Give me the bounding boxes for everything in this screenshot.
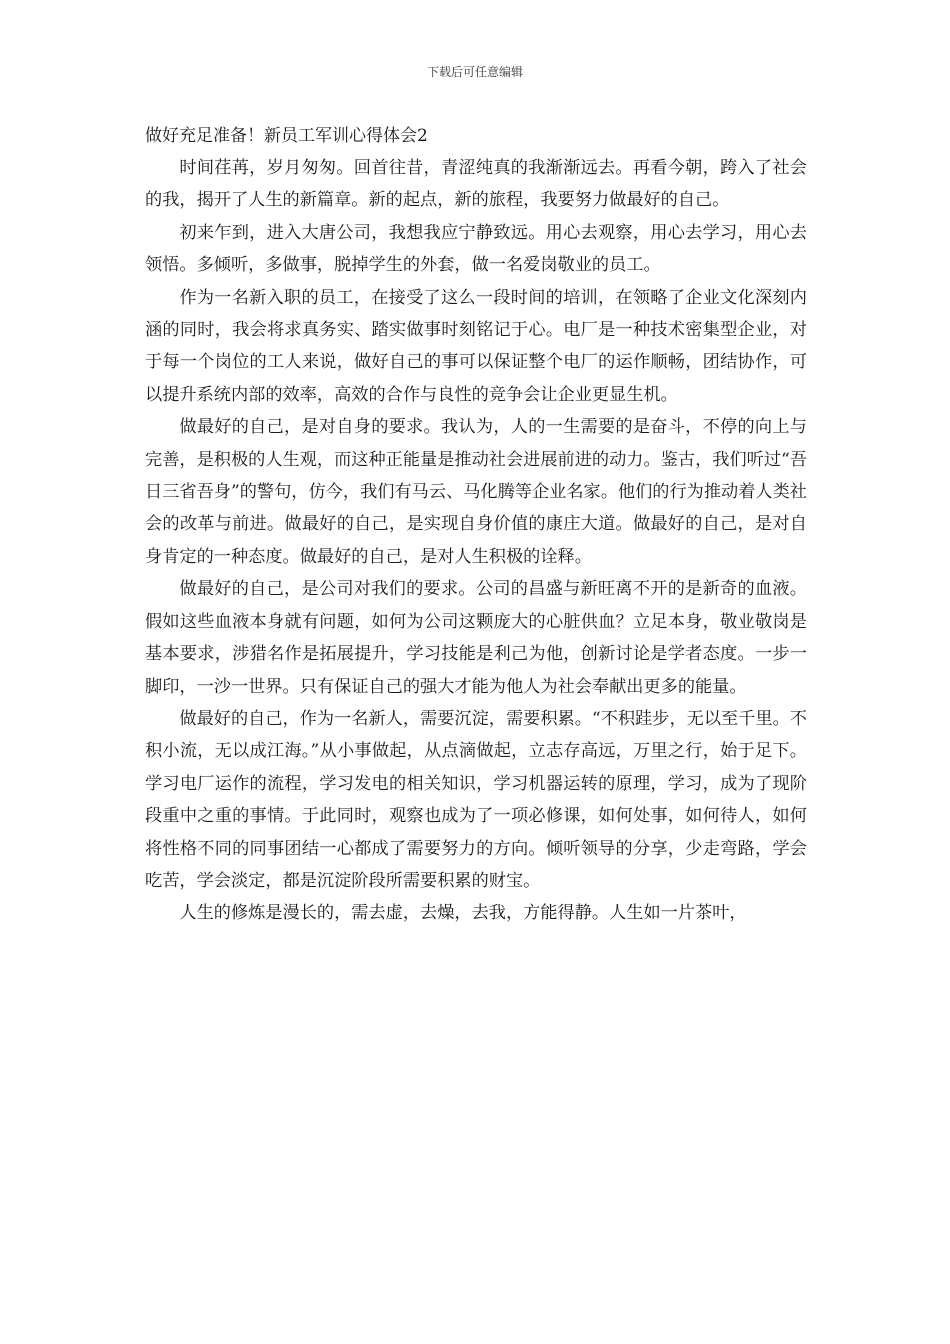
document-title: 做好充足准备！新员工军训心得体会2	[145, 126, 428, 146]
paragraph: 做最好的自己，作为一名新人，需要沉淀，需要积累。“不积跬步，无以至千里。不积小流，无以成江海。”从小事做起，从点滴做起，立志存高远，万里之行，始于足下。学习电厂运作的流程，学习发电的相关知识，学习机器运转的原理，学习，成为了现阶段重中之重的事情。于此同时，观察也成为了一项必修课，如何处事，如何待人，如何将性格不同的同事团结一心都成了需要努力的方向。倾听领导的分享，少走弯路，学会吃苦，学会淡定，都是沉淀阶段所需要积累的财宝。	[145, 708, 807, 891]
paragraph: 初来乍到，进入大唐公司，我想我应宁静致远。用心去观察，用心去学习，用心去领悟。多倾听，多做事，脱掉学生的外套，做一名爱岗敬业的员工。	[145, 222, 807, 276]
paragraph: 作为一名新入职的员工，在接受了这么一段时间的培训，在领略了企业文化深刻内涵的同时，我会将求真务实、踏实做事时刻铭记于心。电厂是一种技术密集型企业，对于每一个岗位的工人来说，做好自己的事可以保证整个电厂的运作顺畅，团结协作，可以提升系统内部的效率，高效的合作与良性的竞争会让企业更显生机。	[145, 287, 807, 405]
paragraph: 时间荏苒，岁月匆匆。回首往昔，青涩纯真的我渐渐远去。再看今朝，跨入了社会的我，揭开了人生的新篇章。新的起点，新的旅程，我要努力做最好的自己。	[145, 158, 807, 211]
page-header: 下载后可任意编辑	[426, 65, 523, 79]
paragraph: 人生的修炼是漫长的，需去虚，去燥，去我，方能得静。人生如一片茶叶，	[179, 903, 747, 924]
document-body	[145, 123, 807, 930]
paragraph: 做最好的自己，是对自身的要求。我认为，人的一生需要的是奋斗，不停的向上与完善，是积极的人生观，而这种正能量是推动社会进展前进的动力。鉴古，我们听过“吾日三省吾身”的警句，仿今，我们有马云、马化腾等企业名家。他们的行为推动着人类社会的改革与前进。做最好的自己，是实现自身价值的康庄大道。做最好的自己，是对自身肯定的一种态度。做最好的自己，是对人生积极的诠释。	[145, 417, 807, 567]
paragraph: 做最好的自己，是公司对我们的要求。公司的昌盛与新旺离不开的是新奇的血液。假如这些血液本身就有问题，如何为公司这颗庞大的心脏供血？立足本身，敬业敬岗是基本要求，涉猎名作是拓展提升，学习技能是利己为他，创新讨论是学者态度。一步一脚印，一沙一世界。只有保证自己的强大才能为他人为社会奉献出更多的能量。	[145, 579, 807, 697]
